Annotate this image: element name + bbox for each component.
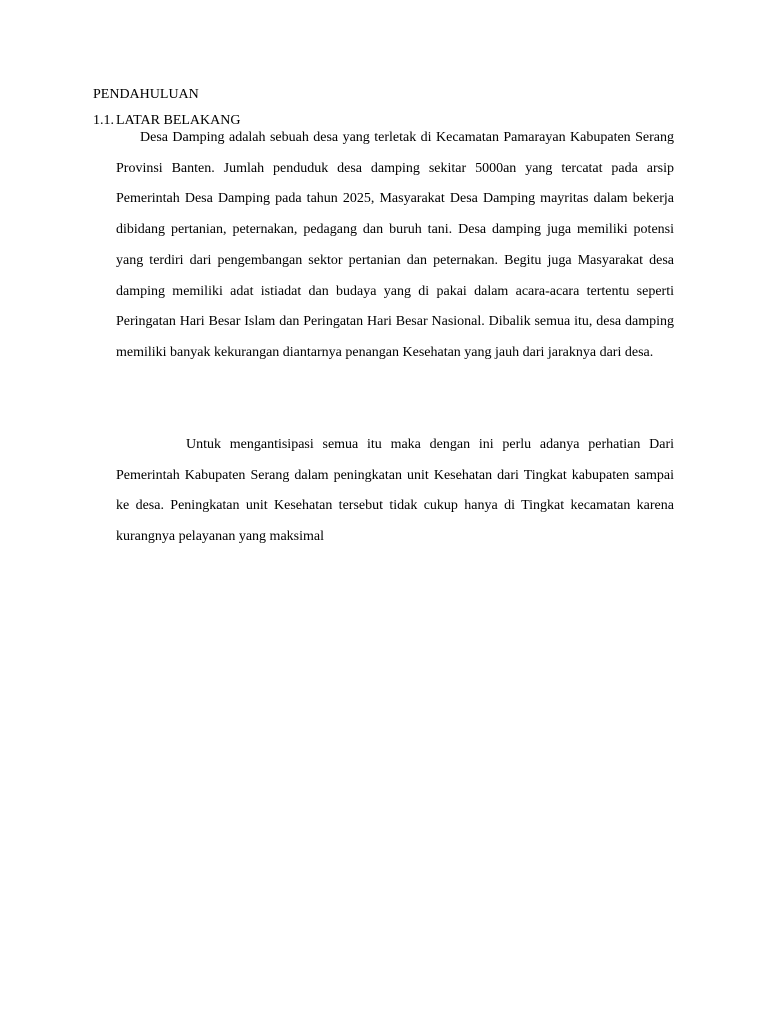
- paragraph-1: Desa Damping adalah sebuah desa yang terletak di Kecamatan Pamarayan Kabupaten Serang Provinsi Banten. Jumlah penduduk desa damping sekitar 5000an yang tercatat pada arsip Pemerintah Desa Damping pada tahun 2025, Masyarakat Desa Damping mayritas dalam bekerja dibidang pertanian, peternakan, pedagang dan buruh tani. Desa damping juga memiliki potensi yang terdiri dari pengembangan sektor pertanian dan peternakan. Begitu juga Masyarakat desa damping memiliki adat istiadat dan budaya yang di pakai dalam acara-acara tertentu seperti Peringatan Hari Besar Islam dan Peringatan Hari Besar Nasional. Dibalik semua itu, desa damping memiliki banyak kekurangan diantarnya penangan Kesehatan yang jauh dari jaraknya dari desa.: [116, 130, 674, 360]
- section-title: LATAR BELAKANG: [116, 113, 241, 128]
- paragraph-2: Untuk mengantisipasi semua itu maka dengan ini perlu adanya perhatian Dari Pemerintah Kabupaten Serang dalam peningkatan unit Kesehatan dari Tingkat kabupaten sampai ke desa. Peningkatan unit Kesehatan tersebut tidak cukup hanya di Tingkat kecamatan karena kurangnya pelayanan yang maksimal: [116, 437, 674, 545]
- paragraph-block-2: [116, 430, 674, 553]
- paragraph-block-1: [116, 123, 674, 369]
- document-title: PENDAHULUAN: [93, 87, 199, 102]
- section-number: 1.1.: [93, 113, 114, 128]
